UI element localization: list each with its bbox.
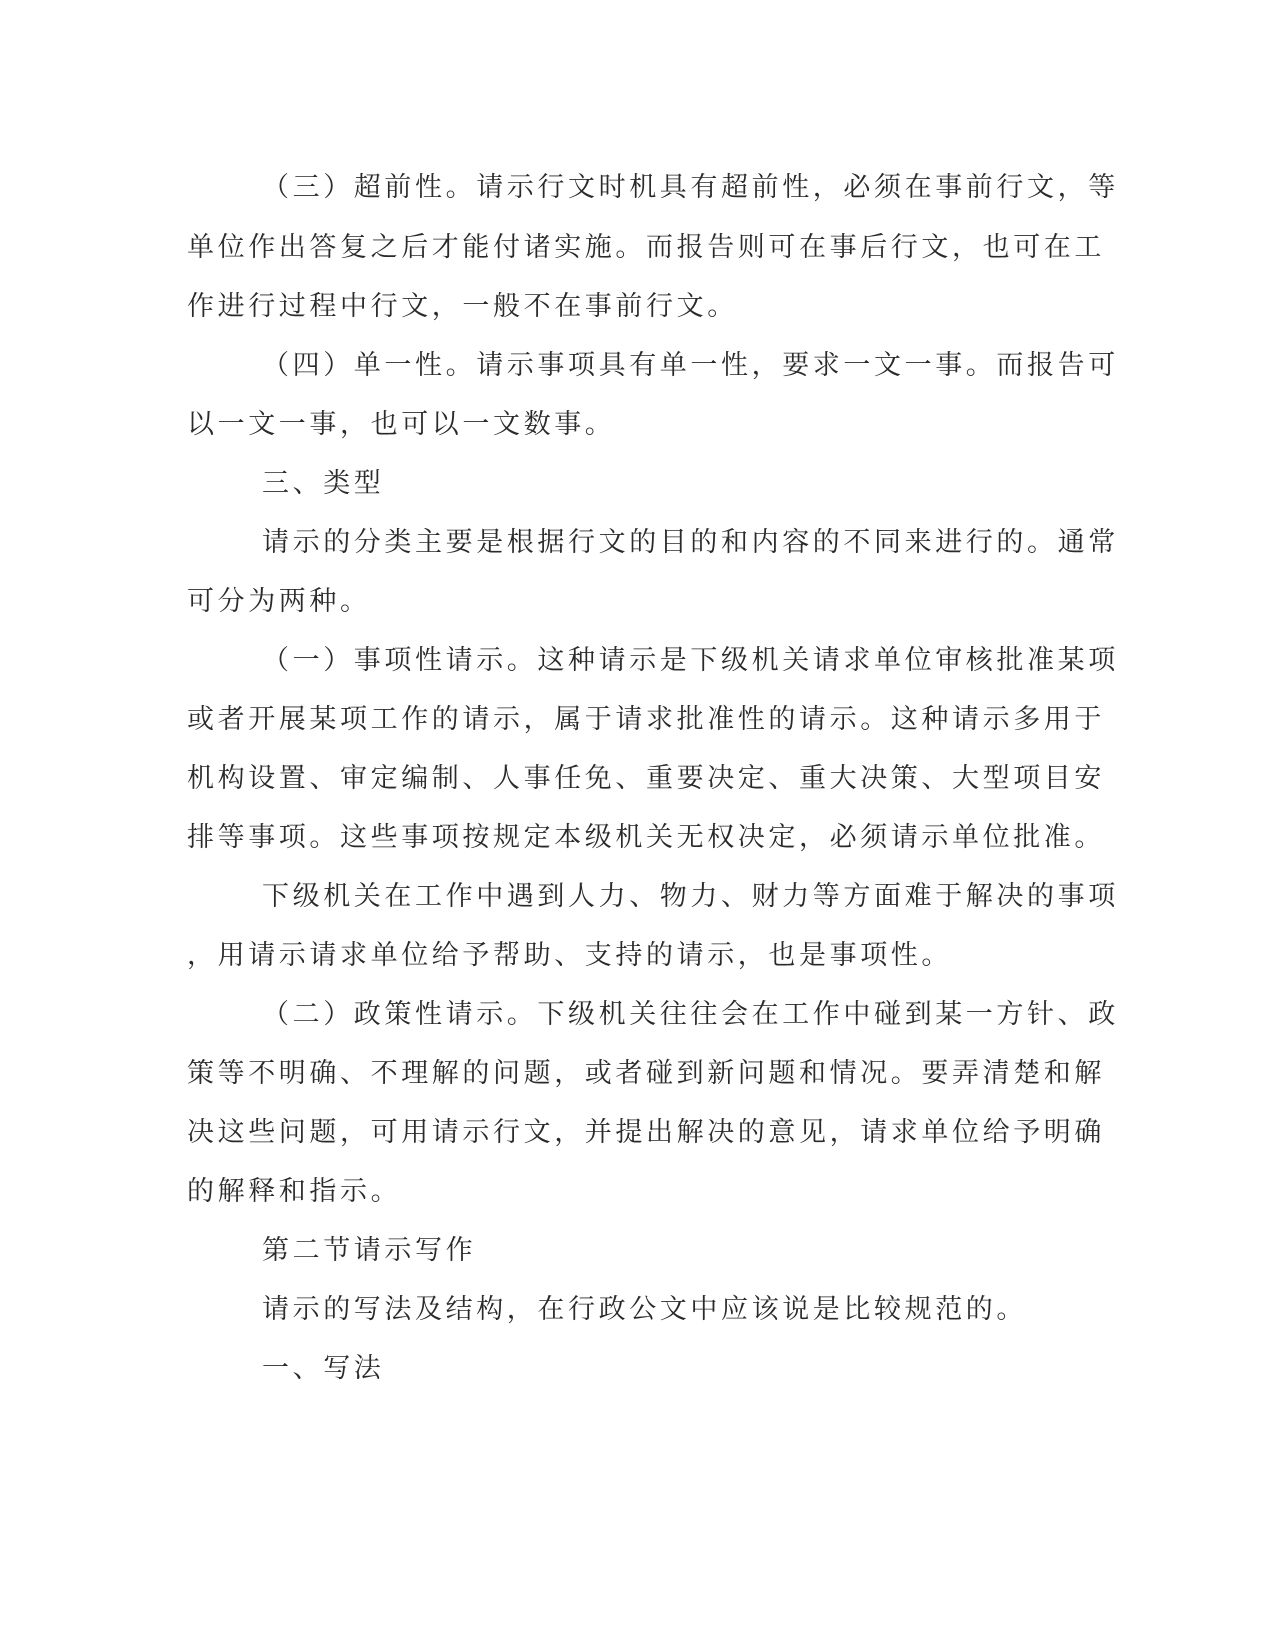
section-heading: 三、类型 [262, 468, 385, 499]
paragraph-line: 决这些问题，可用请示行文，并提出解决的意见，请求单位给予明确 [187, 1117, 1105, 1148]
paragraph-line: 的解释和指示。 [187, 1176, 402, 1207]
paragraph-line: 可分为两种。 [187, 586, 371, 617]
paragraph-line: 单位作出答复之后才能付诸实施。而报告则可在事后行文，也可在工 [187, 232, 1105, 263]
paragraph-line: （三）超前性。请示行文时机具有超前性，必须在事前行文，等 [262, 172, 1119, 203]
section-heading: 一、写法 [262, 1353, 385, 1384]
paragraph-line: 或者开展某项工作的请示，属于请求批准性的请示。这种请示多用于 [187, 704, 1105, 735]
paragraph-line: 策等不明确、不理解的问题，或者碰到新问题和情况。要弄清楚和解 [187, 1058, 1105, 1089]
paragraph-line: （二）政策性请示。下级机关往往会在工作中碰到某一方针、政 [262, 999, 1119, 1030]
paragraph-line: ，用请示请求单位给予帮助、支持的请示，也是事项性。 [187, 940, 952, 971]
paragraph-line: 请示的分类主要是根据行文的目的和内容的不同来进行的。通常 [262, 527, 1119, 558]
paragraph-line: 机构设置、审定编制、人事任免、重要决定、重大决策、大型项目安 [187, 763, 1105, 794]
paragraph-line: 请示的写法及结构，在行政公文中应该说是比较规范的。 [262, 1294, 1027, 1325]
paragraph-line: 排等事项。这些事项按规定本级机关无权决定，必须请示单位批准。 [187, 822, 1105, 853]
paragraph-line: （一）事项性请示。这种请示是下级机关请求单位审核批准某项 [262, 645, 1119, 676]
paragraph-line: （四）单一性。请示事项具有单一性，要求一文一事。而报告可 [262, 350, 1119, 381]
paragraph-line: 作进行过程中行文，一般不在事前行文。 [187, 291, 738, 322]
paragraph-line: 以一文一事，也可以一文数事。 [187, 409, 616, 440]
paragraph-line: 下级机关在工作中遇到人力、物力、财力等方面难于解决的事项 [262, 881, 1119, 912]
section-heading: 第二节请示写作 [262, 1235, 477, 1266]
